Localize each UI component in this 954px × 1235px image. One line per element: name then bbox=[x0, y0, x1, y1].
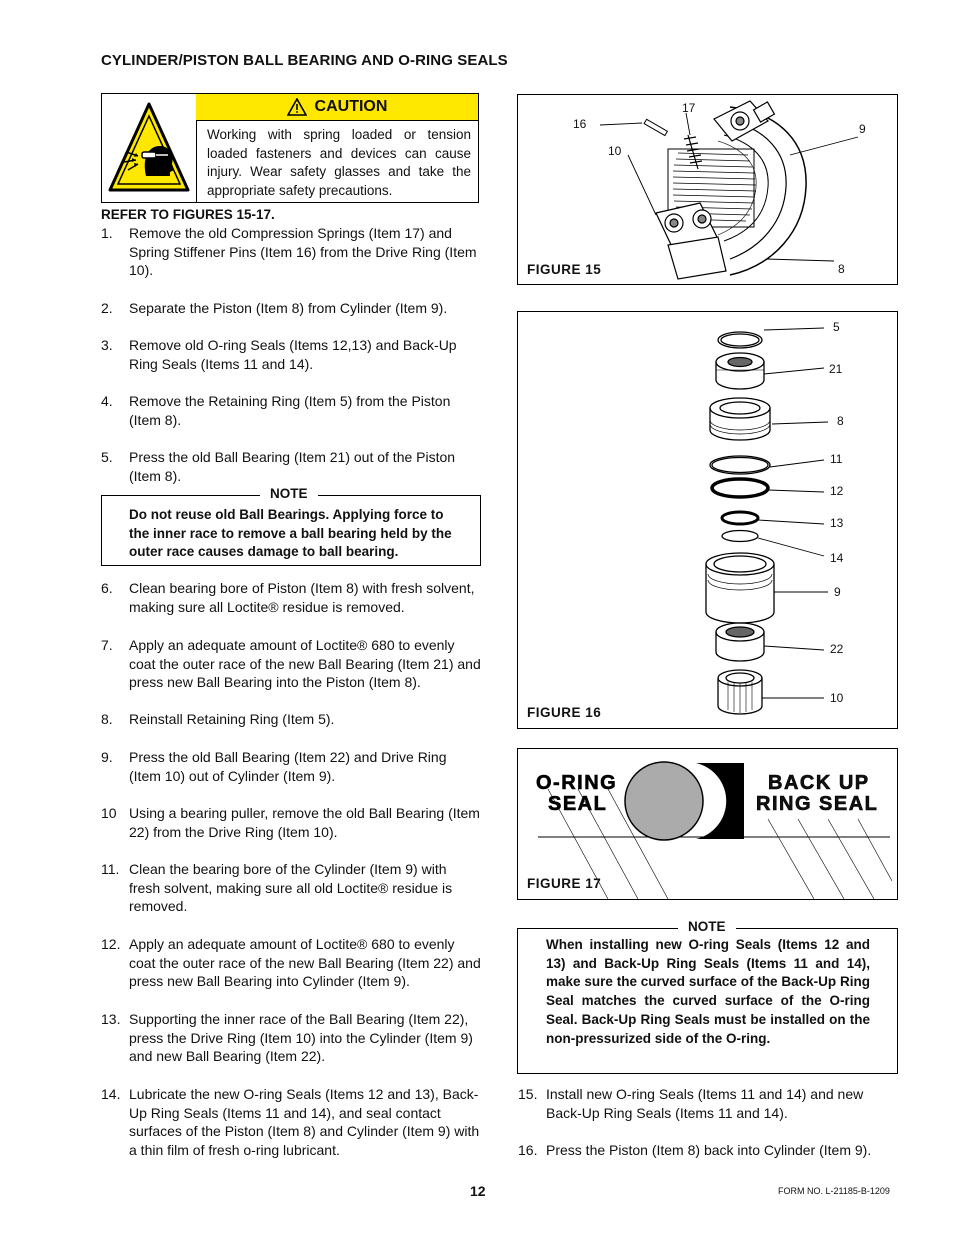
step-7 bbox=[101, 636, 481, 696]
step-8 bbox=[101, 710, 481, 732]
step-number: 10 bbox=[101, 805, 117, 821]
callout-17: 17 bbox=[682, 101, 696, 115]
step-13 bbox=[101, 1010, 481, 1070]
step-6 bbox=[101, 579, 481, 619]
step-text: Remove the Retaining Ring (Item 5) from the Piston (Item 8). bbox=[129, 393, 451, 428]
figure-16-label: FIGURE 16 bbox=[527, 705, 602, 720]
callout-16: 16 bbox=[573, 117, 587, 131]
step-text: Press the old Ball Bearing (Item 22) and Drive Ring (Item 10) out of Cylinder (Item 9). bbox=[129, 749, 447, 784]
caution-icon-cell bbox=[102, 94, 197, 202]
safety-glasses-warning-icon bbox=[102, 94, 196, 202]
step-9 bbox=[101, 748, 481, 788]
callout-5: 5 bbox=[833, 320, 840, 334]
step-text: Clean bearing bore of Piston (Item 8) with fresh solvent, making sure all Loctite® residue is removed. bbox=[129, 580, 475, 615]
note-text: When installing new O-ring Seals (Items 12 and 13) and Back-Up Ring Seals (Items 11 and 14), make sure the curved surface of the Back-Up Ring Seal matches the curved surface of the O-ring Seal. Back-Up Ring Seals must be installed on the non-pressurized side of the O-ring. bbox=[546, 937, 870, 1046]
step-text: Install new O-ring Seals (Items 11 and 14) and new Back-Up Ring Seals (Items 11 and 14). bbox=[546, 1086, 864, 1121]
callout-8: 8 bbox=[837, 414, 844, 428]
step-3 bbox=[101, 336, 481, 376]
page-heading: CYLINDER/PISTON BALL BEARING AND O-RING SEALS bbox=[101, 52, 508, 69]
figure-16 bbox=[517, 311, 898, 729]
note-box-seals bbox=[517, 919, 898, 1074]
caution-header bbox=[196, 94, 478, 121]
step-text: Separate the Piston (Item 8) from Cylinder (Item 9). bbox=[129, 300, 448, 316]
step-15 bbox=[518, 1085, 898, 1125]
step-text: Using a bearing puller, remove the old Ball Bearing (Item 22) from the Drive Ring (Item 10). bbox=[129, 805, 480, 840]
note-title: NOTE bbox=[260, 486, 318, 501]
note-box-bearings bbox=[101, 486, 481, 566]
warning-triangle-icon bbox=[287, 98, 307, 116]
page-number: 12 bbox=[470, 1183, 486, 1199]
step-number: 9. bbox=[101, 749, 113, 765]
step-number: 7. bbox=[101, 637, 113, 653]
callout-22: 22 bbox=[830, 642, 844, 656]
step-text: Apply an adequate amount of Loctite® 680 to evenly coat the outer race of the new Ball Bearing (Item 22) and press new Ball Bearing into Cylinder (Item 9). bbox=[129, 936, 481, 990]
step-number: 15. bbox=[518, 1086, 538, 1102]
step-text: Reinstall Retaining Ring (Item 5). bbox=[129, 711, 335, 727]
oring-label-line2: SEAL bbox=[548, 793, 608, 815]
step-14 bbox=[101, 1085, 481, 1165]
backup-label-line2: RING SEAL bbox=[756, 793, 879, 815]
callout-13: 13 bbox=[830, 516, 844, 530]
step-number: 14. bbox=[101, 1086, 121, 1102]
backup-ring-seal-label bbox=[756, 773, 878, 815]
callout-8: 8 bbox=[838, 262, 845, 276]
step-text: Remove old O-ring Seals (Items 12,13) and Back-Up Ring Seals (Items 11 and 14). bbox=[129, 337, 457, 372]
caution-title: CAUTION bbox=[314, 98, 388, 115]
figure-17 bbox=[517, 748, 898, 900]
step-12 bbox=[101, 935, 481, 995]
note-text: Do not reuse old Ball Bearings. Applying force to the inner race to remove a ball bearing held by the outer race causes damage to ball bearing. bbox=[129, 507, 452, 560]
callout-10: 10 bbox=[830, 691, 844, 705]
callout-10: 10 bbox=[608, 144, 622, 158]
step-text: Remove the old Compression Springs (Item 17) and Spring Stiffener Pins (Item 16) from the Drive Ring (Item 10). bbox=[129, 225, 477, 279]
step-1 bbox=[101, 224, 481, 284]
step-number: 1. bbox=[101, 225, 113, 241]
step-4 bbox=[101, 392, 481, 432]
step-number: 6. bbox=[101, 580, 113, 596]
backup-label-line1: BACK UP bbox=[768, 772, 870, 794]
step-5 bbox=[101, 448, 481, 488]
step-text: Clean the bearing bore of the Cylinder (Item 9) with fresh solvent, making sure all old Loctite® residue is removed. bbox=[129, 861, 453, 915]
refer-figures: REFER TO FIGURES 15-17. bbox=[101, 207, 275, 222]
step-number: 4. bbox=[101, 393, 113, 409]
step-number: 2. bbox=[101, 300, 113, 316]
callout-9: 9 bbox=[834, 585, 841, 599]
step-11 bbox=[101, 860, 481, 920]
callout-14: 14 bbox=[830, 551, 844, 565]
figure-17-label: FIGURE 17 bbox=[527, 876, 602, 891]
step-text: Lubricate the new O-ring Seals (Items 12 and 13), Back-Up Ring Seals (Items 11 and 14), and seal contact surfaces of the Piston (Item 8) and Cylinder (Item 9) with a thin film of fresh o-ring lubricant. bbox=[129, 1086, 480, 1159]
oring-label-line1: O-RING bbox=[536, 772, 618, 794]
callout-12: 12 bbox=[830, 484, 844, 498]
step-number: 5. bbox=[101, 449, 113, 465]
step-text: Press the old Ball Bearing (Item 21) out of the Piston (Item 8). bbox=[129, 449, 456, 484]
oring-seal-label bbox=[536, 773, 617, 815]
step-text: Supporting the inner race of the Ball Bearing (Item 22), press the Drive Ring (Item 10) into the Cylinder (Item 9) and new Ball Bearing (Item 22). bbox=[129, 1011, 473, 1065]
callout-9: 9 bbox=[859, 122, 866, 136]
callout-21: 21 bbox=[829, 362, 843, 376]
step-number: 11. bbox=[101, 861, 120, 877]
figure-15-label: FIGURE 15 bbox=[527, 262, 602, 277]
step-number: 3. bbox=[101, 337, 113, 353]
step-number: 16. bbox=[518, 1142, 538, 1158]
step-text: Apply an adequate amount of Loctite® 680 to evenly coat the outer race of the new Ball Bearing (Item 21) and press new Ball Bearing into the Piston (Item 8). bbox=[129, 637, 481, 691]
step-16 bbox=[518, 1141, 898, 1163]
figure-15 bbox=[517, 94, 898, 285]
step-2 bbox=[101, 299, 481, 321]
caution-box bbox=[101, 93, 479, 203]
note-title: NOTE bbox=[678, 919, 736, 934]
callout-11: 11 bbox=[830, 452, 843, 466]
step-number: 12. bbox=[101, 936, 121, 952]
step-number: 8. bbox=[101, 711, 113, 727]
step-number: 13. bbox=[101, 1011, 121, 1027]
step-10 bbox=[101, 804, 481, 844]
step-text: Press the Piston (Item 8) back into Cylinder (Item 9). bbox=[546, 1142, 872, 1158]
form-number: FORM NO. L-21185-B-1209 bbox=[778, 1186, 890, 1196]
caution-text: Working with spring loaded or tension loaded fasteners and devices can cause injury. Wear safety glasses and take the appropriate safety precautions. bbox=[207, 127, 471, 198]
